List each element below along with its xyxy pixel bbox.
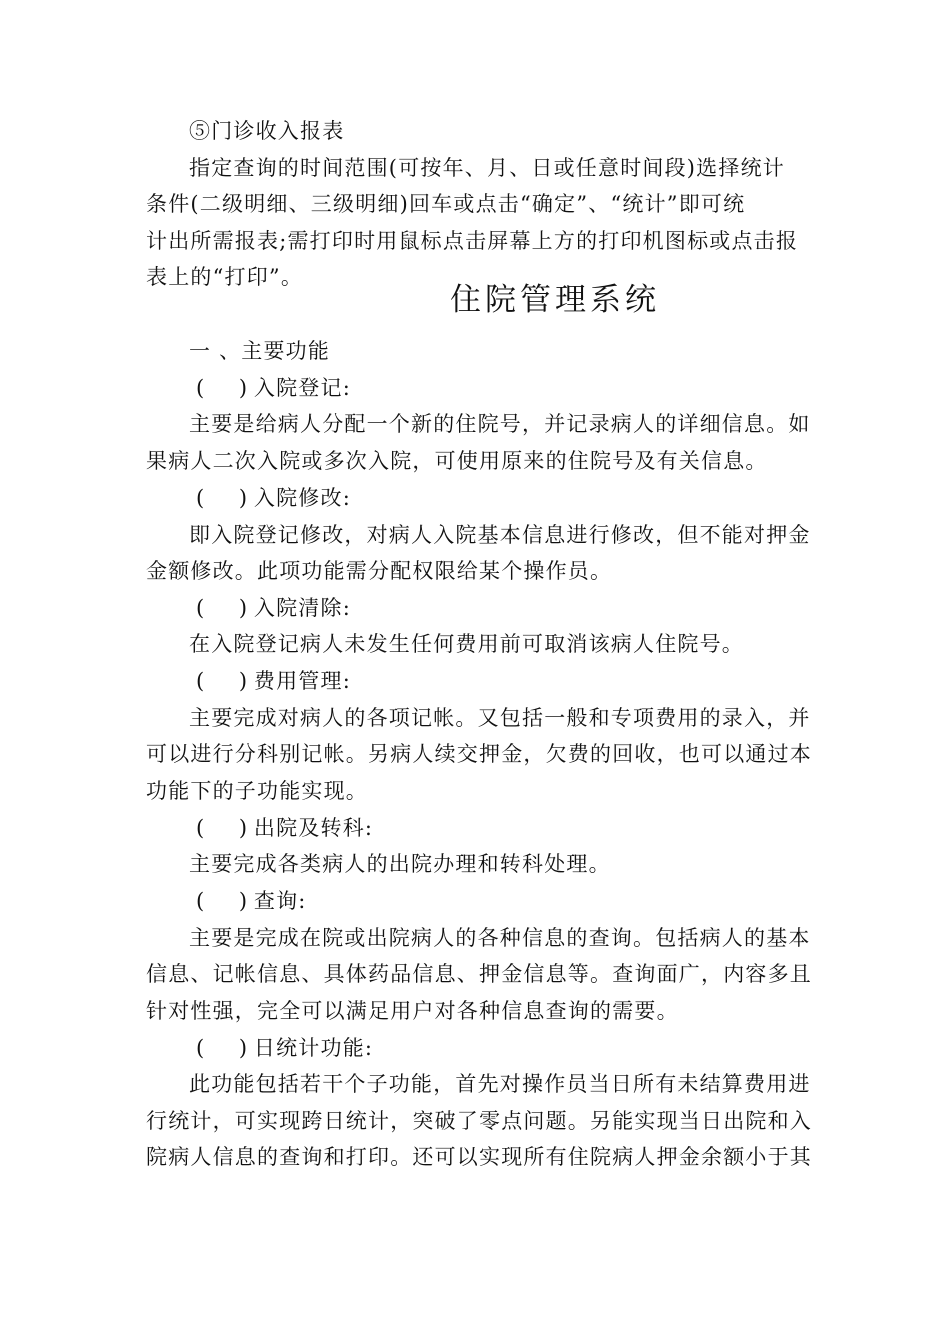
- item-paren: ( ): [196, 1036, 262, 1060]
- item-6-line-3: 针对性强，完全可以满足用户对各种信息查询的需要。: [146, 999, 679, 1023]
- item-heading-6: [196, 886, 860, 916]
- item-paren: ( ): [196, 596, 262, 620]
- item-label: 入院清除:: [253, 596, 351, 620]
- item-heading-1: [196, 373, 860, 403]
- section-heading: 一 、主要功能: [189, 339, 331, 363]
- item-paren: ( ): [196, 376, 262, 400]
- item-4-line-1: 主要完成对病人的各项记帐。又包括一般和专项费用的录入，并: [189, 706, 811, 730]
- item-4-line-3: 功能下的子功能实现。: [146, 779, 368, 803]
- item-6-line-2: 信息、记帐信息、具体药品信息、押金信息等。查询面广，内容多且: [146, 962, 812, 986]
- top-line-3: 计出所需报表;需打印时用鼠标点击屏幕上方的打印机图标或点击报: [146, 229, 799, 253]
- item-3-line-1: 在入院登记病人未发生任何费用前可取消该病人住院号。: [189, 632, 744, 656]
- item-1-line-1: 主要是给病人分配一个新的住院号，并记录病人的详细信息。如: [189, 412, 811, 436]
- item-heading-7: [196, 1033, 860, 1063]
- item-label: 入院登记:: [253, 376, 351, 400]
- item-label: 入院修改:: [253, 486, 351, 510]
- item-paren: ( ): [196, 816, 262, 840]
- item-6-line-1: 主要是完成在院或出院病人的各种信息的查询。包括病人的基本: [189, 926, 811, 950]
- item-7-line-1: 此功能包括若干个子功能，首先对操作员当日所有未结算费用进: [189, 1072, 811, 1096]
- top-line-1: 指定查询的时间范围(可按年、月、日或任意时间段)选择统计: [189, 156, 785, 180]
- item-heading-2: [196, 483, 860, 513]
- item-heading-4: [196, 666, 860, 696]
- top-line-4: 表上的“打印”。: [146, 265, 304, 289]
- item-4-line-2: 可以进行分科别记帐。另病人续交押金，欠费的回收，也可以通过本: [146, 742, 812, 766]
- item-paren: ( ): [196, 669, 262, 693]
- item-2-line-2: 金额修改。此项功能需分配权限给某个操作员。: [146, 559, 613, 583]
- item-label: 费用管理:: [253, 669, 351, 693]
- item-label: 查询:: [253, 889, 307, 913]
- item-paren: ( ): [196, 486, 262, 510]
- item-7-line-2: 行统计，可实现跨日统计，突破了零点问题。另能实现当日出院和入: [146, 1109, 812, 1133]
- item-1-line-2: 果病人二次入院或多次入院，可使用原来的住院号及有关信息。: [146, 449, 768, 473]
- item-label: 出院及转科:: [253, 816, 374, 840]
- item-2-line-1: 即入院登记修改，对病人入院基本信息进行修改，但不能对押金: [189, 523, 811, 547]
- item-heading-3: [196, 593, 860, 623]
- top-heading: ⑤门诊收入报表: [189, 119, 345, 143]
- page-title: 住院管理系统: [450, 282, 660, 318]
- item-5-line-1: 主要完成各类病人的出院办理和转科处理。: [189, 852, 611, 876]
- item-heading-5: [196, 813, 860, 843]
- item-label: 日统计功能:: [253, 1036, 374, 1060]
- top-line-2: 条件(二级明细、三级明细)回车或点击“确定”、“统计”即可统: [146, 192, 746, 216]
- item-paren: ( ): [196, 889, 262, 913]
- item-7-line-3: 院病人信息的查询和打印。还可以实现所有住院病人押金余额小于其: [146, 1145, 812, 1169]
